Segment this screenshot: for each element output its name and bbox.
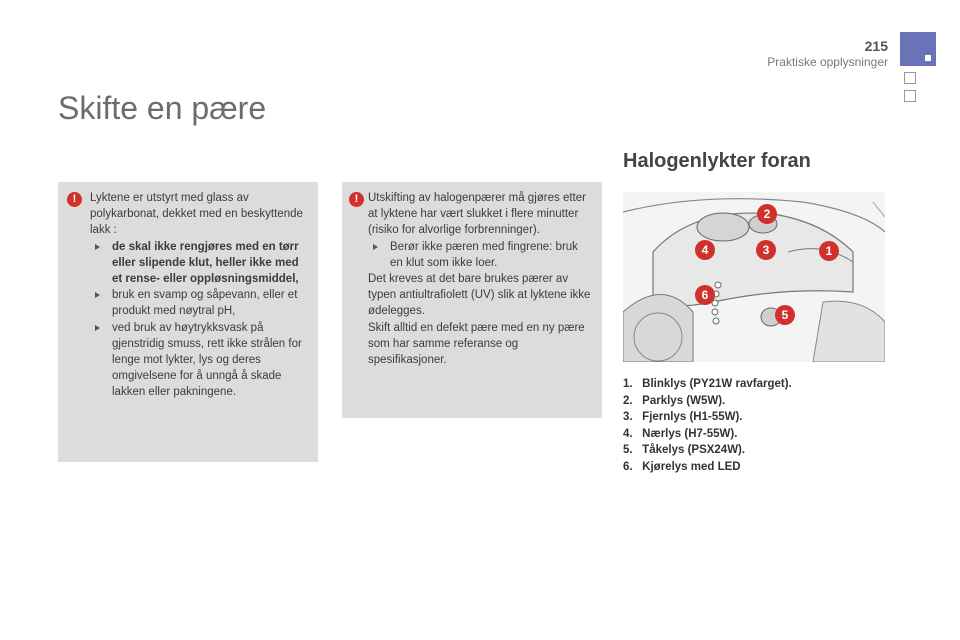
legend-item: 4. Nærlys (H7-55W).	[623, 427, 738, 440]
callout-3: 3	[756, 240, 776, 260]
note-intro: Lyktene er utstyrt med glass av polykarbonat, dekket med en beskyttende lakk :	[90, 192, 303, 237]
chapter-tab-active	[900, 32, 936, 66]
callout-4: 4	[695, 240, 715, 260]
note-bullet: bruk en svamp og såpevann, eller et produkt med nøytral pH,	[90, 287, 306, 319]
note-paragraph: Skift alltid en defekt pære med en ny pære som har samme referanse og spesifikasjoner.	[368, 321, 585, 367]
callout-2: 2	[757, 204, 777, 224]
chapter-tab-box	[904, 90, 916, 102]
callout-5: 5	[775, 305, 795, 325]
warning-icon: !	[349, 192, 364, 207]
bulb-legend	[623, 376, 792, 476]
chapter-tab-box	[904, 72, 916, 84]
callout-1: 1	[819, 241, 839, 261]
warning-note-right	[342, 182, 602, 418]
section-label: Praktiske opplysninger	[767, 55, 888, 69]
warning-note-left	[58, 182, 318, 462]
legend-item: 5. Tåkelys (PSX24W).	[623, 444, 746, 457]
tab-marker-icon	[925, 55, 931, 61]
warning-icon: !	[67, 192, 82, 207]
legend-item: 6. Kjørelys med LED	[623, 460, 741, 473]
chapter-tab-strip	[900, 32, 936, 102]
car-front-drawing	[623, 192, 885, 362]
page-number: 215	[864, 38, 888, 54]
legend-item: 3. Fjernlys (H1-55W).	[623, 411, 743, 424]
callout-6: 6	[695, 285, 715, 305]
section-heading: Halogenlykter foran	[623, 150, 811, 172]
note-bullet: ved bruk av høytrykksvask på gjenstridig smuss, rett ikke strålen for lenge mot lykter, lys og deres omgivelsene for å unngå å skade lakken eller pakningene.	[90, 320, 306, 401]
legend-item: 1. Blinklys (PY21W ravfarget).	[623, 378, 792, 390]
note-intro: Utskifting av halogenpærer må gjøres etter at lyktene har vært slukket i flere minutter (risiko for alvorlige forbrenninger).	[368, 192, 586, 237]
legend-item: 2. Parklys (W5W).	[623, 394, 726, 407]
note-paragraph: Det kreves at det bare brukes pærer av typen antiultrafiolett (UV) slik at lyktene ikke ødelegges.	[368, 273, 591, 318]
headlamp-illustration	[623, 192, 885, 362]
page-title: Skifte en pære	[58, 90, 267, 126]
note-bullet: de skal ikke rengjøres med en tørr eller slipende klut, heller ikke med et rense- eller oppløsningsmiddel,	[90, 239, 306, 288]
note-bullet: Berør ikke pæren med fingrene: bruk en klut som ikke loer.	[368, 239, 592, 271]
